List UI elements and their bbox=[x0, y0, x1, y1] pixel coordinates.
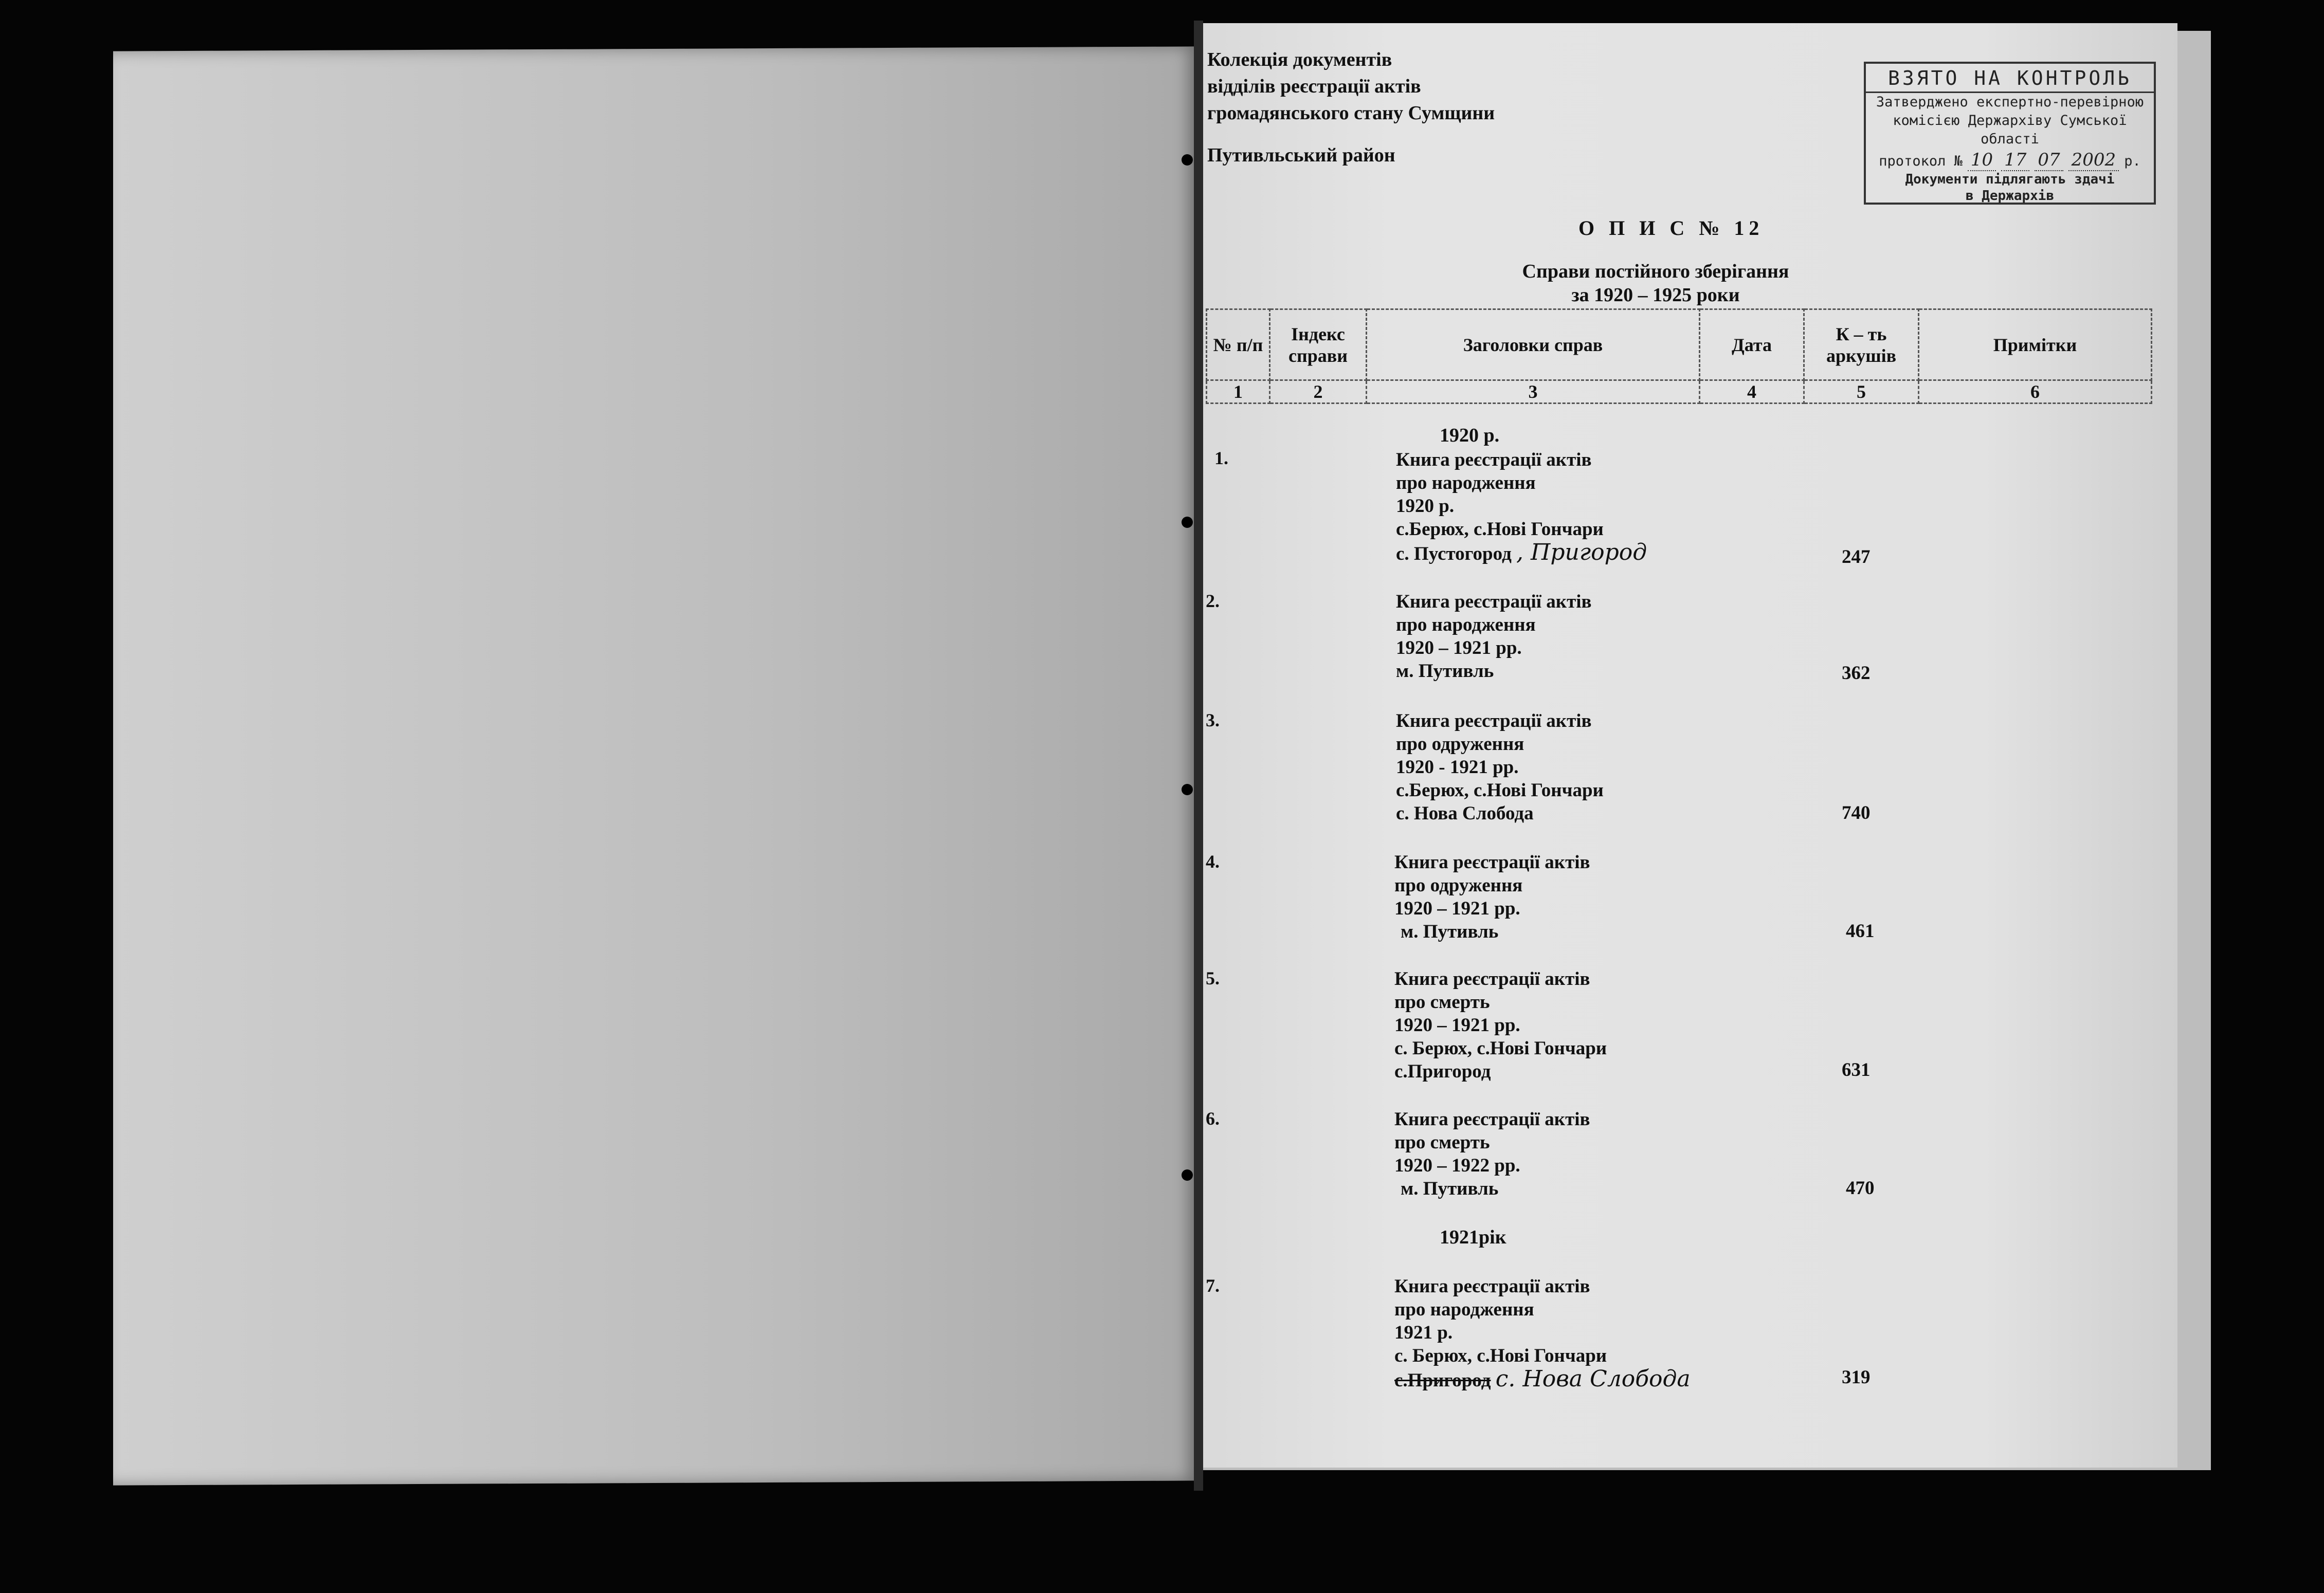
header-line: відділів реєстрації актів bbox=[1207, 76, 1421, 97]
protocol-day: 17 bbox=[2001, 150, 2029, 171]
stamp-protocol bbox=[1866, 150, 2154, 171]
protocol-suffix: р. bbox=[2124, 153, 2141, 169]
entry-title bbox=[1396, 448, 1647, 565]
entry-number: 1. bbox=[1214, 448, 1228, 468]
stamp-line: Документи підлягають здачі bbox=[1905, 172, 2115, 187]
sheet-count: 740 bbox=[1842, 802, 1871, 823]
col-header-index: Індекс справи bbox=[1270, 309, 1367, 380]
entry-line: Книга реєстрації актів bbox=[1396, 449, 1592, 470]
col-header-notes: Примітки bbox=[1919, 309, 2152, 380]
entry-line: Книга реєстрації актів bbox=[1396, 710, 1592, 731]
entry-line: про смерть bbox=[1394, 992, 1490, 1013]
entry-line: 1920 р. bbox=[1396, 496, 1455, 517]
entry-number: 5. bbox=[1206, 968, 1220, 988]
control-stamp bbox=[1864, 62, 2156, 205]
sheet-count: 319 bbox=[1842, 1367, 1871, 1388]
header-line: Колекція документів bbox=[1207, 49, 1392, 70]
stamp-line: комісією Держархіву Сумської області bbox=[1893, 113, 2127, 147]
stamp-line: в Держархів bbox=[1965, 188, 2055, 204]
sheet-count: 470 bbox=[1846, 1178, 1875, 1199]
sheet-count: 247 bbox=[1842, 546, 1871, 567]
entry-title bbox=[1396, 709, 1604, 825]
collection-header bbox=[1207, 46, 1495, 126]
entry-line: про народження bbox=[1396, 472, 1536, 493]
col-number: 5 bbox=[1804, 380, 1919, 404]
entry-line: 1921 р. bbox=[1394, 1322, 1453, 1343]
year-heading: 1920 р. bbox=[1440, 425, 1500, 446]
protocol-year: 2002 bbox=[2068, 150, 2119, 171]
subtitle-line: Справи постійного зберігання bbox=[1522, 261, 1789, 282]
entry-number: 3. bbox=[1206, 710, 1220, 730]
col-number: 2 bbox=[1270, 380, 1367, 404]
col-header-number: № п/п bbox=[1207, 309, 1270, 380]
entry-number: 2. bbox=[1206, 591, 1220, 611]
binding-hole bbox=[1182, 1169, 1193, 1181]
entry-title bbox=[1396, 590, 1592, 683]
col-header-titles: Заголовки справ bbox=[1367, 309, 1700, 380]
entry-place: с. Пустогород bbox=[1396, 543, 1512, 564]
inventory-subtitle bbox=[1501, 260, 1810, 307]
entry-line bbox=[1394, 1367, 1691, 1392]
entry-line: с. Берюх, с.Нові Гончари bbox=[1394, 1345, 1607, 1366]
entry-number: 4. bbox=[1206, 851, 1220, 872]
sheet-count: 631 bbox=[1842, 1059, 1871, 1081]
col-number: 1 bbox=[1207, 380, 1270, 404]
col-number: 4 bbox=[1700, 380, 1804, 404]
stamp-line: Затверджено експертно-перевірною bbox=[1876, 94, 2144, 110]
header-line: громадянського стану Сумщини bbox=[1207, 102, 1495, 124]
struck-place: с.Пригород bbox=[1394, 1370, 1491, 1391]
entry-line: м. Путивль bbox=[1401, 921, 1499, 942]
entry-line: 1920 – 1921 рр. bbox=[1396, 637, 1522, 658]
handwritten-note: , Пригород bbox=[1516, 539, 1647, 565]
binding-spine bbox=[1194, 21, 1203, 1491]
district-name: Путивльський район bbox=[1207, 144, 1395, 166]
protocol-label: протокол № bbox=[1879, 153, 1963, 169]
entry-line: про народження bbox=[1394, 1299, 1534, 1320]
entry-line: 1920 – 1921 рр. bbox=[1394, 898, 1520, 919]
subtitle-line: за 1920 – 1925 роки bbox=[1571, 284, 1740, 306]
sheet-count: 461 bbox=[1846, 921, 1875, 942]
col-header-sheets: К – ть аркушів bbox=[1804, 309, 1919, 380]
entry-line: 1920 – 1921 рр. bbox=[1394, 1015, 1520, 1036]
entry-line: Книга реєстрації актів bbox=[1394, 1276, 1590, 1297]
binding-hole bbox=[1182, 154, 1193, 166]
inventory-table-header bbox=[1206, 308, 2152, 404]
sheet-count: 362 bbox=[1842, 663, 1871, 684]
entry-line: Книга реєстрації актів bbox=[1394, 1109, 1590, 1130]
entry-title bbox=[1394, 967, 1607, 1083]
entry-line: с.Берюх, с.Нові Гончари bbox=[1396, 519, 1604, 540]
entry-line: с. Нова Слобода bbox=[1396, 803, 1534, 824]
entry-line: м. Путивль bbox=[1396, 661, 1494, 682]
binding-hole bbox=[1182, 517, 1193, 528]
entry-line: про одруження bbox=[1396, 734, 1524, 755]
entry-number: 7. bbox=[1206, 1275, 1220, 1296]
entry-line: с.Берюх, с.Нові Гончари bbox=[1396, 780, 1604, 801]
protocol-month: 07 bbox=[2035, 150, 2063, 171]
protocol-number: 10 bbox=[1968, 150, 1996, 171]
entry-line: м. Путивль bbox=[1401, 1178, 1499, 1199]
entry-line: Книга реєстрації актів bbox=[1394, 852, 1590, 873]
entry-line: про одруження bbox=[1394, 875, 1523, 896]
entry-line: с. Берюх, с.Нові Гончари bbox=[1394, 1038, 1607, 1059]
left-page bbox=[113, 46, 1198, 1485]
entry-line: про народження bbox=[1396, 614, 1536, 635]
handwritten-note: с. Нова Слобода bbox=[1495, 1366, 1691, 1392]
entry-line: 1920 - 1921 рр. bbox=[1396, 757, 1519, 778]
col-number: 3 bbox=[1367, 380, 1700, 404]
entry-line: с.Пригород bbox=[1394, 1061, 1491, 1082]
year-heading: 1921рік bbox=[1440, 1226, 1506, 1248]
entry-number: 6. bbox=[1206, 1108, 1220, 1129]
binding-hole bbox=[1182, 784, 1193, 795]
entry-title bbox=[1394, 851, 1590, 943]
entry-title bbox=[1394, 1275, 1691, 1392]
inventory-title: О П И С № 12 bbox=[1578, 216, 1764, 240]
entry-line: Книга реєстрації актів bbox=[1396, 591, 1592, 612]
entry-title bbox=[1394, 1108, 1590, 1200]
entry-line: 1920 – 1922 рр. bbox=[1394, 1155, 1520, 1176]
stamp-title: ВЗЯТО НА КОНТРОЛЬ bbox=[1866, 67, 2154, 93]
col-header-date: Дата bbox=[1700, 309, 1804, 380]
col-number: 6 bbox=[1919, 380, 2152, 404]
entry-line: про смерть bbox=[1394, 1132, 1490, 1153]
entry-line: Книга реєстрації актів bbox=[1394, 968, 1590, 990]
entry-line bbox=[1396, 541, 1647, 565]
